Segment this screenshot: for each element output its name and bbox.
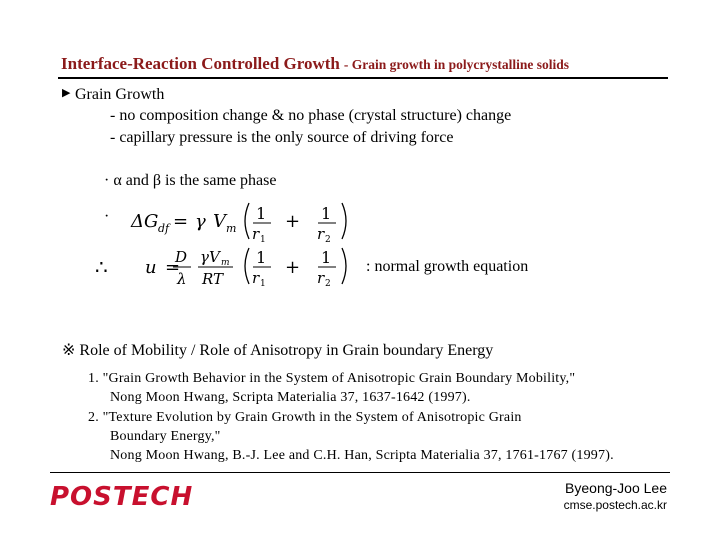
section-heading-mobility: ※ Role of Mobility / Role of Anisotropy in Grain boundary Energy: [62, 342, 494, 359]
postech-logo-mark: [50, 481, 230, 511]
svg-text:=: =: [165, 257, 181, 278]
title-main: Interface-Reaction Controlled Growth: [61, 54, 340, 73]
svg-text:γV: γV: [200, 248, 220, 266]
svg-text:1: 1: [321, 204, 332, 223]
svg-text:1: 1: [260, 235, 266, 245]
svg-text:+: +: [285, 257, 301, 278]
author-block: [564, 480, 667, 512]
svg-text:D: D: [175, 248, 188, 266]
svg-text:df: df: [158, 222, 170, 235]
normal-growth-equation: [125, 241, 360, 296]
svg-text:=: =: [173, 211, 189, 232]
svg-text:RT: RT: [202, 270, 224, 288]
svg-text:ΔG: ΔG: [131, 211, 159, 232]
reference-2-line-3: Nong Moon Hwang, B.-J. Lee and C.H. Han, Scripta Materialia 37, 1761-1767 (1997).: [110, 448, 614, 463]
equation-label: : normal growth equation: [366, 258, 529, 275]
postech-logo-text: POSTECH: [50, 482, 194, 511]
postech-logo: [50, 481, 230, 516]
svg-text:1: 1: [260, 279, 266, 289]
author-name: Byeong-Joo Lee: [565, 480, 667, 496]
reference-1-line-2: Nong Moon Hwang, Scripta Materialia 37, 1637-1642 (1997).: [110, 390, 471, 405]
svg-text:1: 1: [321, 248, 332, 267]
grain-growth-line-1: - no composition change & no phase (crystal structure) change: [110, 107, 512, 124]
svg-text:λ: λ: [177, 270, 187, 288]
equation-bullet: ·: [104, 208, 110, 225]
svg-text:r: r: [317, 269, 325, 287]
svg-text:r: r: [252, 225, 260, 243]
svg-text:1: 1: [256, 204, 267, 223]
title-underline: [58, 77, 668, 79]
author-website: cmse.postech.ac.kr: [563, 498, 667, 512]
phase-note: · α and β is the same phase: [104, 172, 277, 189]
footer-divider: [50, 472, 670, 473]
svg-text:r: r: [317, 225, 325, 243]
reference-2-line-1: 2. "Texture Evolution by Grain Growth in the System of Anisotropic Grain: [88, 410, 522, 425]
grain-growth-line-2: - capillary pressure is the only source of driving force: [110, 129, 454, 146]
title-subtitle: - Grain growth in polycrystalline solids: [343, 57, 570, 72]
svg-text:γ: γ: [195, 211, 206, 232]
svg-text:V: V: [213, 211, 226, 232]
reference-2-line-2: Boundary Energy,": [110, 429, 221, 444]
svg-text:2: 2: [325, 279, 331, 289]
svg-text:m: m: [226, 222, 237, 235]
svg-text:+: +: [285, 211, 301, 232]
svg-text:m: m: [221, 258, 230, 268]
svg-text:r: r: [252, 269, 260, 287]
svg-text:1: 1: [256, 248, 267, 267]
svg-text:u: u: [145, 257, 157, 278]
reference-1-line-1: 1. "Grain Growth Behavior in the System of Anisotropic Grain Boundary Mobility,": [88, 371, 576, 386]
bullet-arrow-icon: ▶: [62, 87, 71, 99]
slide-title: [61, 54, 664, 76]
svg-text:2: 2: [325, 235, 331, 245]
therefore-symbol: ∴: [95, 257, 108, 279]
section-heading-grain-growth: Grain Growth: [75, 86, 165, 103]
